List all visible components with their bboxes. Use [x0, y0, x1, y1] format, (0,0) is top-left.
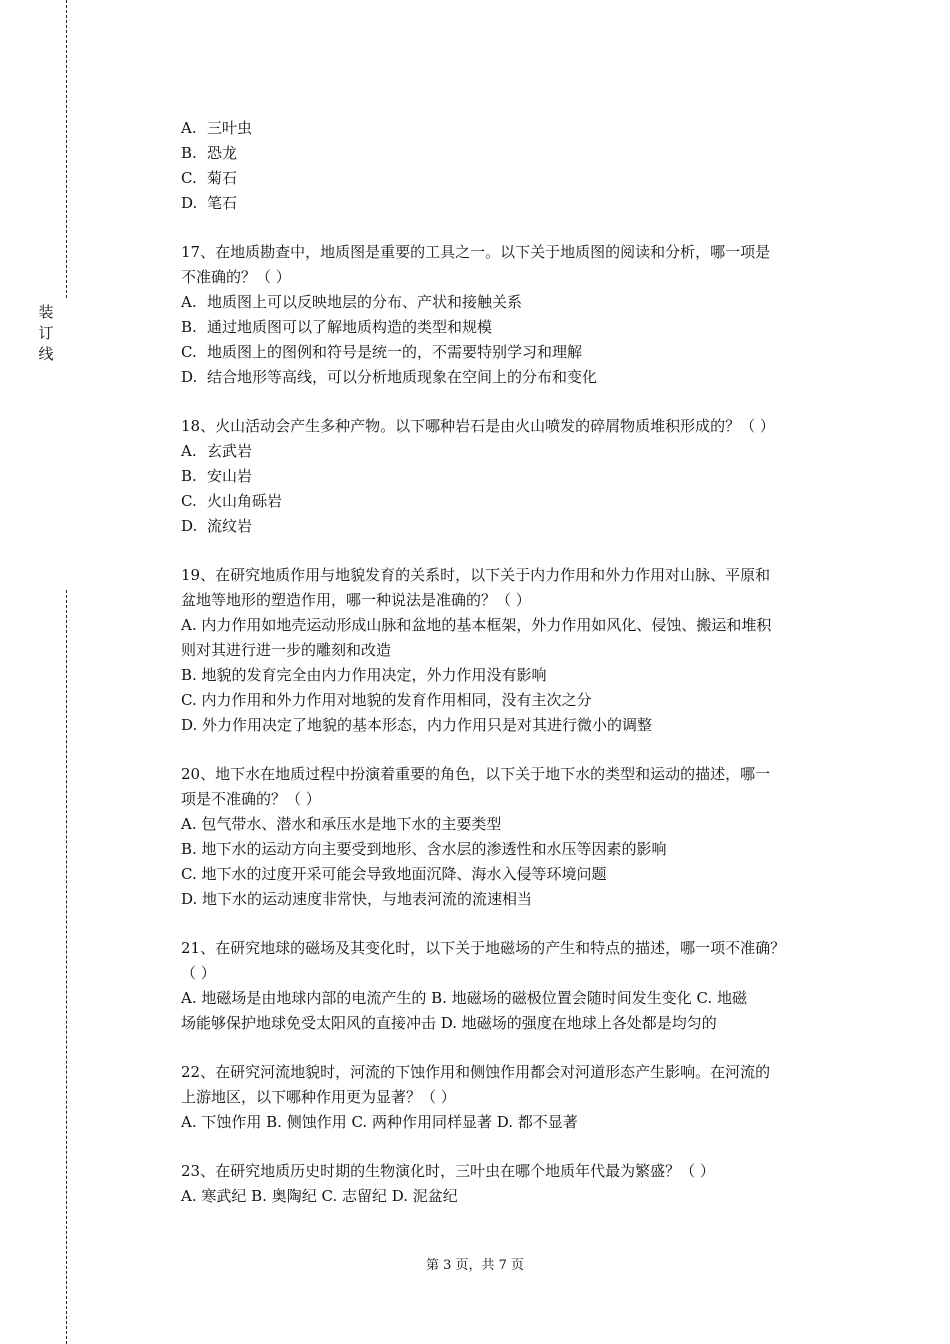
- option-line: 场能够保护地球免受太阳风的直接冲击 D. 地磁场的强度在地球上各处都是均匀的: [181, 1014, 717, 1032]
- question-16-options: [181, 116, 851, 216]
- option-line: D. 笔石: [181, 194, 238, 212]
- question-23: [181, 1159, 851, 1209]
- question-stem: 23、在研究地质历史时期的生物演化时，三叶虫在哪个地质年代最为繁盛？（ ）: [181, 1162, 715, 1180]
- option-line: A. 下蚀作用 B. 侧蚀作用 C. 两种作用同样显著 D. 都不显著: [181, 1113, 578, 1131]
- option-line: A. 内力作用如地壳运动形成山脉和盆地的基本框架，外力作用如风化、侵蚀、搬运和堆积: [181, 616, 772, 634]
- option-line: A. 玄武岩: [181, 442, 253, 460]
- option-line: C. 地质图上的图例和符号是统一的，不需要特别学习和理解: [181, 343, 583, 361]
- question-22: [181, 1060, 851, 1135]
- option-line: 则对其进行进一步的雕刻和改造: [181, 641, 392, 659]
- question-stem: 18、火山活动会产生多种产物。以下哪种岩石是由火山喷发的碎屑物质堆积形成的？（ ）: [181, 417, 775, 435]
- question-17: [181, 240, 851, 390]
- question-stem: 21、在研究地球的磁场及其变化时，以下关于地磁场的产生和特点的描述，哪一项不准确？: [181, 939, 786, 957]
- question-21: [181, 936, 851, 1036]
- question-stem: 19、在研究地质作用与地貌发育的关系时，以下关于内力作用和外力作用对山脉、平原和: [181, 566, 771, 584]
- option-line: A. 包气带水、潜水和承压水是地下水的主要类型: [181, 815, 502, 833]
- option-line: B. 地下水的运动方向主要受到地形、含水层的渗透性和水压等因素的影响: [181, 840, 667, 858]
- question-stem: 不准确的？（ ）: [181, 268, 291, 286]
- option-line: C. 内力作用和外力作用对地貌的发育作用相同，没有主次之分: [181, 691, 592, 709]
- binding-char: 线: [38, 345, 54, 363]
- option-line: C. 菊石: [181, 169, 238, 187]
- question-stem: 20、地下水在地质过程中扮演着重要的角色，以下关于地下水的类型和运动的描述，哪一: [181, 765, 771, 783]
- option-line: B. 安山岩: [181, 467, 253, 485]
- question-20: [181, 762, 851, 912]
- binding-char: 装: [38, 303, 54, 321]
- option-line: A. 寒武纪 B. 奥陶纪 C. 志留纪 D. 泥盆纪: [181, 1187, 458, 1205]
- option-line: D. 结合地形等高线，可以分析地质现象在空间上的分布和变化: [181, 368, 598, 386]
- question-stem: 17、在地质勘查中，地质图是重要的工具之一。以下关于地质图的阅读和分析，哪一项是: [181, 243, 771, 261]
- option-line: B. 地貌的发育完全由内力作用决定，外力作用没有影响: [181, 666, 547, 684]
- option-line: C. 火山角砾岩: [181, 492, 283, 510]
- exam-content: [181, 116, 851, 1209]
- option-line: D. 流纹岩: [181, 517, 253, 535]
- option-line: D. 外力作用决定了地貌的基本形态，内力作用只是对其进行微小的调整: [181, 716, 653, 734]
- question-stem: 项是不准确的？（ ）: [181, 790, 321, 808]
- option-line: B. 恐龙: [181, 144, 238, 162]
- question-stem: 上游地区，以下哪种作用更为显著？（ ）: [181, 1088, 456, 1106]
- option-line: A. 三叶虫: [181, 119, 253, 137]
- binding-char: 订: [38, 324, 54, 342]
- option-line: B. 通过地质图可以了解地质构造的类型和规模: [181, 318, 493, 336]
- question-stem: 22、在研究河流地貌时，河流的下蚀作用和侧蚀作用都会对河道形态产生影响。在河流的: [181, 1063, 771, 1081]
- question-stem: 盆地等地形的塑造作用，哪一种说法是准确的？（ ）: [181, 591, 531, 609]
- option-line: C. 地下水的过度开采可能会导致地面沉降、海水入侵等环境问题: [181, 865, 607, 883]
- binding-label: [34, 302, 58, 365]
- binding-line-bottom: [66, 590, 67, 1344]
- option-line: D. 地下水的运动速度非常快，与地表河流的流速相当: [181, 890, 533, 908]
- question-stem: （ ）: [181, 964, 216, 982]
- binding-line-top: [66, 0, 67, 298]
- option-line: A. 地质图上可以反映地层的分布、产状和接触关系: [181, 293, 523, 311]
- option-line: A. 地磁场是由地球内部的电流产生的 B. 地磁场的磁极位置会随时间发生变化 C. 地磁: [181, 989, 747, 1007]
- question-19: [181, 563, 851, 738]
- question-18: [181, 414, 851, 539]
- page-footer: 第 3 页，共 7 页: [425, 1258, 525, 1273]
